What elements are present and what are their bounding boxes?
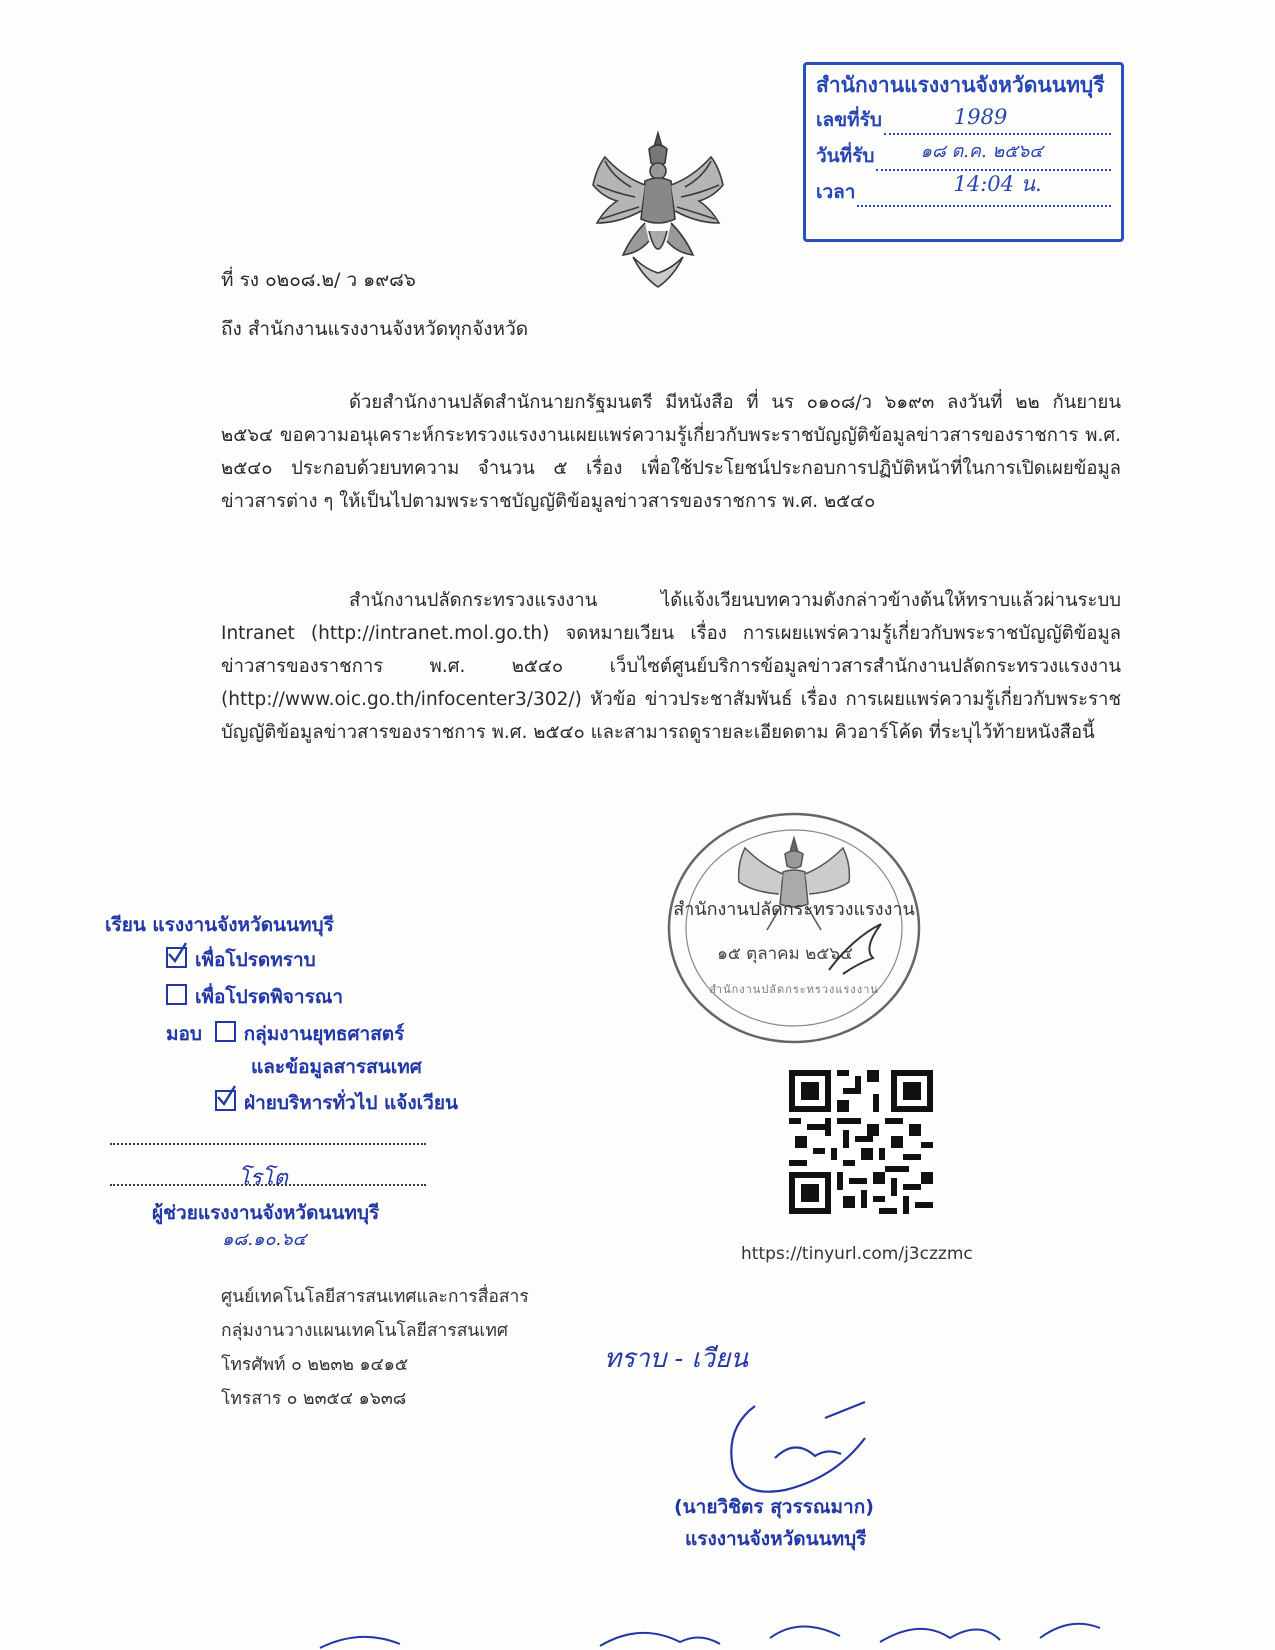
time-value: 14:04 น. [953,172,1042,196]
memo-option-inform [166,943,316,977]
official-seal [663,808,925,1048]
doc-recipient: ถึง สำนักงานแรงงานจังหวัดทุกจังหวัด [221,318,529,340]
memo-divider [110,1143,426,1145]
seal-date: ๑๕ ตุลาคม ๒๕๖๔ [717,944,853,964]
doc-reference: ที่ รง ๐๒๐๘.๒/ ว ๑๙๘๖ [221,269,416,291]
seal-org-name: สำนักงานปลัดกระทรวงแรงงาน [673,899,915,920]
memo-initials: โรโต [238,1166,288,1191]
memo-option-inform-label: เพื่อโปรดทราบ [195,949,316,971]
memo-option-strategy-label: กลุ่มงานยุทธศาสตร์ [243,1023,405,1045]
checkbox-checked-icon [166,947,187,968]
contact-group: กลุ่มงานวางแผนเทคโนโลยีสารสนเทศ [221,1321,509,1341]
received-no-label: เลขที่รับ [816,109,882,131]
contact-dept: ศูนย์เทคโนโลยีสารสนเทศและการสื่อสาร [221,1287,529,1307]
memo-option-consider [166,980,343,1014]
body-paragraph-2: สำนักงานปลัดกระทรวงแรงงาน ได้แจ้งเวียนบทความดังกล่าวข้างต้นให้ทราบแล้วผ่านระบบ Intranet (http://intranet.mol.go.th) จดหมายเวียน เรื่อง การเผยแพร่ความรู้เกี่ยวกับพระราชบัญญัติข้อมูลข่าวสารของราชการ พ.ศ. ๒๕๔๐ เว็บไซต์ศูนย์บริการข้อมูลข่าวสารสำนักงานปลัดกระทรวงแรงงาน (http://www.oic.go.th/infocenter3/302/) หัวข้อ ข่าวประชาสัมพันธ์ เรื่อง การเผยแพร่ความรู้เกี่ยวกับพระราชบัญญัติข้อมูลข่าวสารของราชการ พ.ศ. ๒๕๔๐ และสามารถดูรายละเอียดตาม คิวอาร์โค้ด ที่ระบุไว้ท้ายหนังสือนี้ [221,590,1121,743]
body-paragraph-1: ด้วยสำนักงานปลัดสำนักนายกรัฐมนตรี มีหนังสือ ที่ นร ๐๑๐๘/ว ๖๑๙๓ ลงวันที่ ๒๒ กันยายน ๒๕๖๔ ขอความอนุเคราะห์กระทรวงแรงงานเผยแพร่ความรู้เกี่ยวกับพระราชบัญญัติข้อมูลข่าวสารของราชการ พ.ศ. ๒๕๔๐ ประกอบด้วยบทความ จำนวน ๕ เรื่อง เพื่อใช้ประโยชน์ประกอบการปฏิบัติหน้าที่ในการเปิดเผยข้อมูลข่าวสารต่าง ๆ ให้เป็นไปตามพระราชบัญญัติข้อมูลข่าวสารของราชการ พ.ศ. ๒๕๔๐ [221,392,1121,512]
contact-phone: โทรศัพท์ ๐ ๒๒๓๒ ๑๔๑๕ [221,1355,409,1375]
received-date-label: วันที่รับ [816,145,875,167]
qr-code-icon [789,1070,933,1214]
received-time-row [816,171,1111,207]
received-no-value: 1989 [953,105,1008,129]
memo-option-admin [215,1086,458,1120]
signatory-name: (นายวิชิตร สุวรรณมาก) [674,1496,874,1518]
memo-option-admin-label: ฝ่ายบริหารทั่วไป แจ้งเวียน [244,1092,458,1114]
qr-url[interactable]: https://tinyurl.com/j3czzmc [741,1244,973,1264]
memo-assistant-title: ผู้ช่วยแรงงานจังหวัดนนทบุรี [152,1202,380,1224]
memo-to: เรียน แรงงานจังหวัดนนทบุรี [105,914,334,936]
checkbox-empty-icon [215,1021,236,1042]
received-date-value: ๑๘ ต.ค. ๒๕๖๔ [920,141,1043,162]
time-label: เวลา [816,181,856,203]
received-no-row [816,99,1111,135]
seal-ring-text: สำนักงานปลัดกระทรวงแรงงาน [709,983,879,996]
memo-divider [110,1184,426,1186]
checkbox-empty-icon [166,984,187,1005]
memo-option-consider-label: เพื่อโปรดพิจารณา [195,986,344,1008]
handwritten-note: ทราบ - เวียน [604,1344,749,1374]
memo-option-strategy [166,1017,404,1051]
memo-assign-label: มอบ [166,1023,202,1045]
receipt-stamp-title: สำนักงานแรงงานจังหวัดนนทบุรี [816,73,1105,97]
contact-fax: โทรสาร ๐ ๒๓๕๔ ๑๖๓๘ [221,1389,407,1409]
signatory-title: แรงงานจังหวัดนนทบุรี [685,1528,867,1550]
checkbox-checked-icon [215,1090,236,1111]
bottom-handwriting-strokes [300,1608,1120,1650]
memo-assistant-date: ๑๘.๑๐.๖๔ [222,1229,307,1250]
received-date-row [816,135,1111,171]
garuda-emblem-icon [583,127,733,292]
memo-option-strategy-line2: และข้อมูลสารสนเทศ [251,1056,422,1078]
receipt-stamp [803,62,1124,242]
seal-signature-mark [823,918,893,978]
